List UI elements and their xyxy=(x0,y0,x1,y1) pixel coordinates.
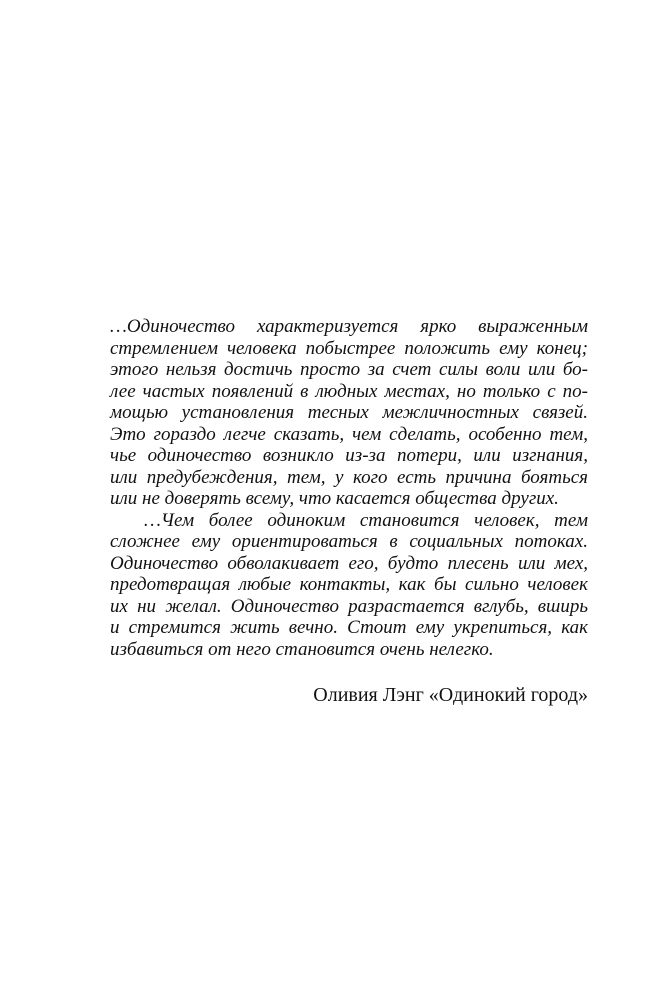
epigraph-paragraph-2 xyxy=(110,510,588,661)
epigraph-attribution: Оливия Лэнг «Одинокий город» xyxy=(313,684,588,706)
epigraph xyxy=(110,316,588,660)
text-line: лее частых появлений в людных местах, но только с по- xyxy=(110,380,588,402)
text-line: этого нельзя достичь просто за счет силы воли или бо- xyxy=(110,359,588,380)
text-line: или не доверять всему, что касается общества других. xyxy=(110,488,559,509)
epigraph-paragraph-1 xyxy=(110,316,588,510)
text-line: предотвращая любые контакты, как бы сильно человек xyxy=(110,574,588,595)
text-line: мощью установления тесных межличностных связей. xyxy=(110,402,588,423)
text-line: …Чем более одиноким становится человек, тем xyxy=(144,509,588,531)
text-line: чье одиночество возникло из-за потери, или изгнания, xyxy=(110,445,588,466)
text-line: или предубеждения, тем, у кого есть причина бояться xyxy=(110,466,588,488)
text-line: Одиночество обволакивает его, будто плесень или мех, xyxy=(110,552,588,574)
text-line: и стремится жить вечно. Стоит ему укрепиться, как xyxy=(110,617,588,638)
text-line: сложнее ему ориентироваться в социальных потоках. xyxy=(110,531,588,552)
text-line: стремлением человека побыстрее положить ему конец; xyxy=(110,337,588,359)
text-line: их ни желал. Одиночество разрастается вглубь, вширь xyxy=(110,595,588,617)
text-line: Это гораздо легче сказать, чем сделать, особенно тем, xyxy=(110,423,588,445)
text-line: избавиться от него становится очень нелегко. xyxy=(110,638,494,660)
text-line: …Одиночество характеризуется ярко выраженным xyxy=(110,316,588,337)
